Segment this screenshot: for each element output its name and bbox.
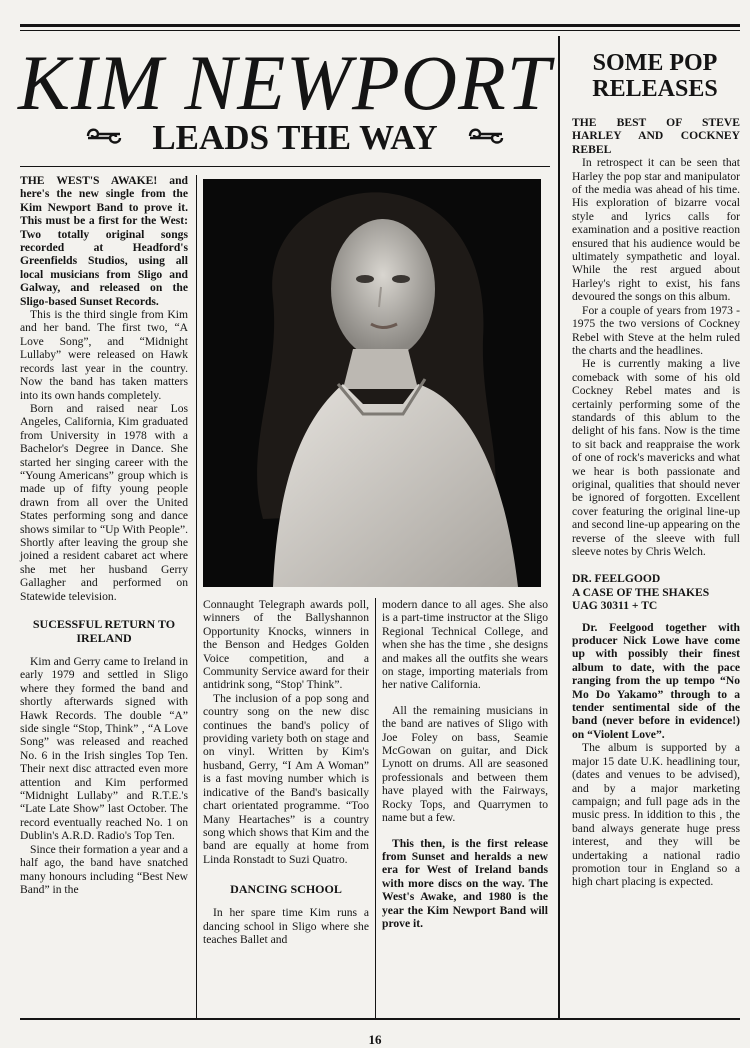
top-rule-thin bbox=[20, 30, 740, 31]
review-paragraph: The album is supported by a major 15 date U.K. headlining tour, (dates and venues to be advised), and by a major marketing campaign; and full page ads in the music press. In iddition to this , the band always generate huge press interest, and they will be undertaking a national radio promotion tour in England so a high chart placing is expected. bbox=[572, 741, 740, 889]
section-heading: DANCING SCHOOL bbox=[230, 882, 342, 897]
article-closing: This then, is the first release from Sunset and heralds a new era for West of Ireland bands with more discs on the way. The West's Awake, and 1980 is the year the Kim Newport Band will prove it. bbox=[382, 836, 548, 930]
kim-newport-photo bbox=[203, 179, 541, 587]
headline: KIM NEWPORT bbox=[18, 39, 552, 126]
page-number: 16 bbox=[368, 1032, 382, 1047]
subheadline: LEADS THE WAY bbox=[152, 118, 438, 157]
review-heading: DR. FEELGOOD bbox=[572, 572, 661, 586]
top-rule bbox=[20, 24, 740, 27]
article-paragraph: Connaught Telegraph awards poll, winners of the Ballyshannon Opportunity Knocks, winners in the Benson and Hedges Golden Voice competition, and a Community Service award for their antidrink song, “Stop' Think”. bbox=[203, 598, 369, 692]
pop-releases-column bbox=[572, 116, 740, 889]
section-heading: SUCESSFUL RETURN TO IRELAND bbox=[32, 617, 176, 645]
review-paragraph: For a couple of years from 1973 - 1975 the two versions of Cockney Rebel with Steve at the helm ruled the charts and the headlines. bbox=[572, 303, 740, 357]
article-paragraph: Kim and Gerry came to Ireland in early 1979 and settled in Sligo where they formed the band and shortly afterwards signed with Hawk Records. The double “A” side single “Stop, Think” , “A Love Song” was released and reached No. 6 in the Irish singles Top Ten. Their next disc attracted even more attention and Kim performed “Midnight Lullaby” and R.T.E.'s “Late Late Show” last October. The record eventually reached No. 1 on Dublin's A.R.D. Radio's Top Ten. bbox=[20, 655, 188, 843]
article-paragraph: Since their formation a year and a half ago, the band have snatched many honours including “Best New Band” in the bbox=[20, 842, 188, 896]
review-paragraph: He is currently making a live comeback with some of his old Cockney Rebel mates and is certainly performing some of the standards of this ablum to the delight of his fans. Now is the time to sit back and reappraise the work of one of rock's mavericks and what we hear is both passionate and original, qualities that should never be ignored of forgotten. Excellent cover featuring the original line-up and second line-up appearing on the reverse of the sleeve with full sleeve notes by Chris Welch. bbox=[572, 357, 740, 558]
article-paragraph: In her spare time Kim runs a dancing school in Sligo where she teaches Ballet and bbox=[203, 906, 369, 946]
headline-under-rule bbox=[20, 166, 550, 167]
article-paragraph: All the remaining musicians in the band are natives of Sligo with Joe Foley on bass, Seamie McGowan on guitar, and Dick Lynott on drums. All are seasoned professionals and between them have played with the Fairways, Rocky Tops, and Quarrymen to name but a few. bbox=[382, 703, 548, 825]
article-paragraph: The inclusion of a pop song and country song on the new disc continues the band's policy of providing variety both on stage and on vinyl. Written by Kim's husband, Gerry, “I Am A Woman” is a fast moving number which is indicative of the Band's basically chart orientated programme. “Too Many Heartaches” is a country song which shows that Kim and the band are equally at home from Linda Ronstadt to Suzi Quatro. bbox=[203, 691, 369, 866]
article-paragraph: modern dance to all ages. She also is a part-time instructor at the Sligo Regional Technical College, and when she has the time , she designs and makes all the outfits she wears on stage, importing materials from her native California. bbox=[382, 598, 548, 692]
review-heading: A CASE OF THE SHAKES bbox=[572, 585, 710, 599]
article-paragraph: This is the third single from Kim and her band. The first two, “A Love Song”, and “Midnight Lullaby” were released on Hawk records last year in the country. Now the band has taken matters into its own hands completely. bbox=[20, 308, 188, 402]
review-paragraph: In retrospect it can be seen that Harley the pop star and manipulator of the media was ahead of his time. His exploration of bizarre vocal style and lyrics calls for examination and a positive reaction ensured that his audience would be ultimately sympathetic and loyal. While the rest argued about Harley's right to exist, his fans devoured the songs on this album. bbox=[572, 156, 740, 304]
review-heading: THE BEST OF STEVE HARLEY AND COCKNEY REBEL bbox=[572, 116, 740, 156]
column-divider-1 bbox=[196, 175, 197, 1018]
pop-releases-title: SOME POP RELEASES bbox=[592, 50, 718, 102]
article-third-column bbox=[382, 598, 548, 930]
bottom-rule bbox=[20, 1018, 740, 1020]
review-paragraph: Dr. Feelgood together with producer Nick Lowe have come up with possibly their finest album to date, with the pace ranging from the up tempo “No Mo Do Yakamo” through to a tender sentimental side of the band (never before in evidence!) on “Violent Love”. bbox=[572, 620, 740, 741]
scroll-ornament-icon bbox=[466, 126, 506, 152]
right-column-divider bbox=[558, 36, 560, 1018]
article-paragraph: Born and raised near Los Angeles, California, Kim graduated from University in 1978 with a Bachelor's Degree in Dance. She started her singing career with the “Young Americans” group which is made up of fifty young people drawn from all over the United States performing song and dance shows similar to “Up With People”. Shortly after leaving the group she joined a resident cabaret act where she met her husband Gerry Gallagher and performed on Statewide television. bbox=[20, 401, 188, 603]
article-left-column bbox=[20, 174, 188, 896]
article-intro: THE WEST'S AWAKE! and here's the new single from the Kim Newport Band to prove it. This must be a first for the West: Two totally original songs recorded at Headford's Greenfields Studios, using all local musicians from Sligo and Galway, and released on the Sligo-based Sunset Records. bbox=[20, 174, 188, 308]
review-heading: UAG 30311 + TC bbox=[572, 599, 658, 613]
column-divider-2 bbox=[375, 598, 376, 1018]
article-middle-column bbox=[203, 598, 369, 946]
